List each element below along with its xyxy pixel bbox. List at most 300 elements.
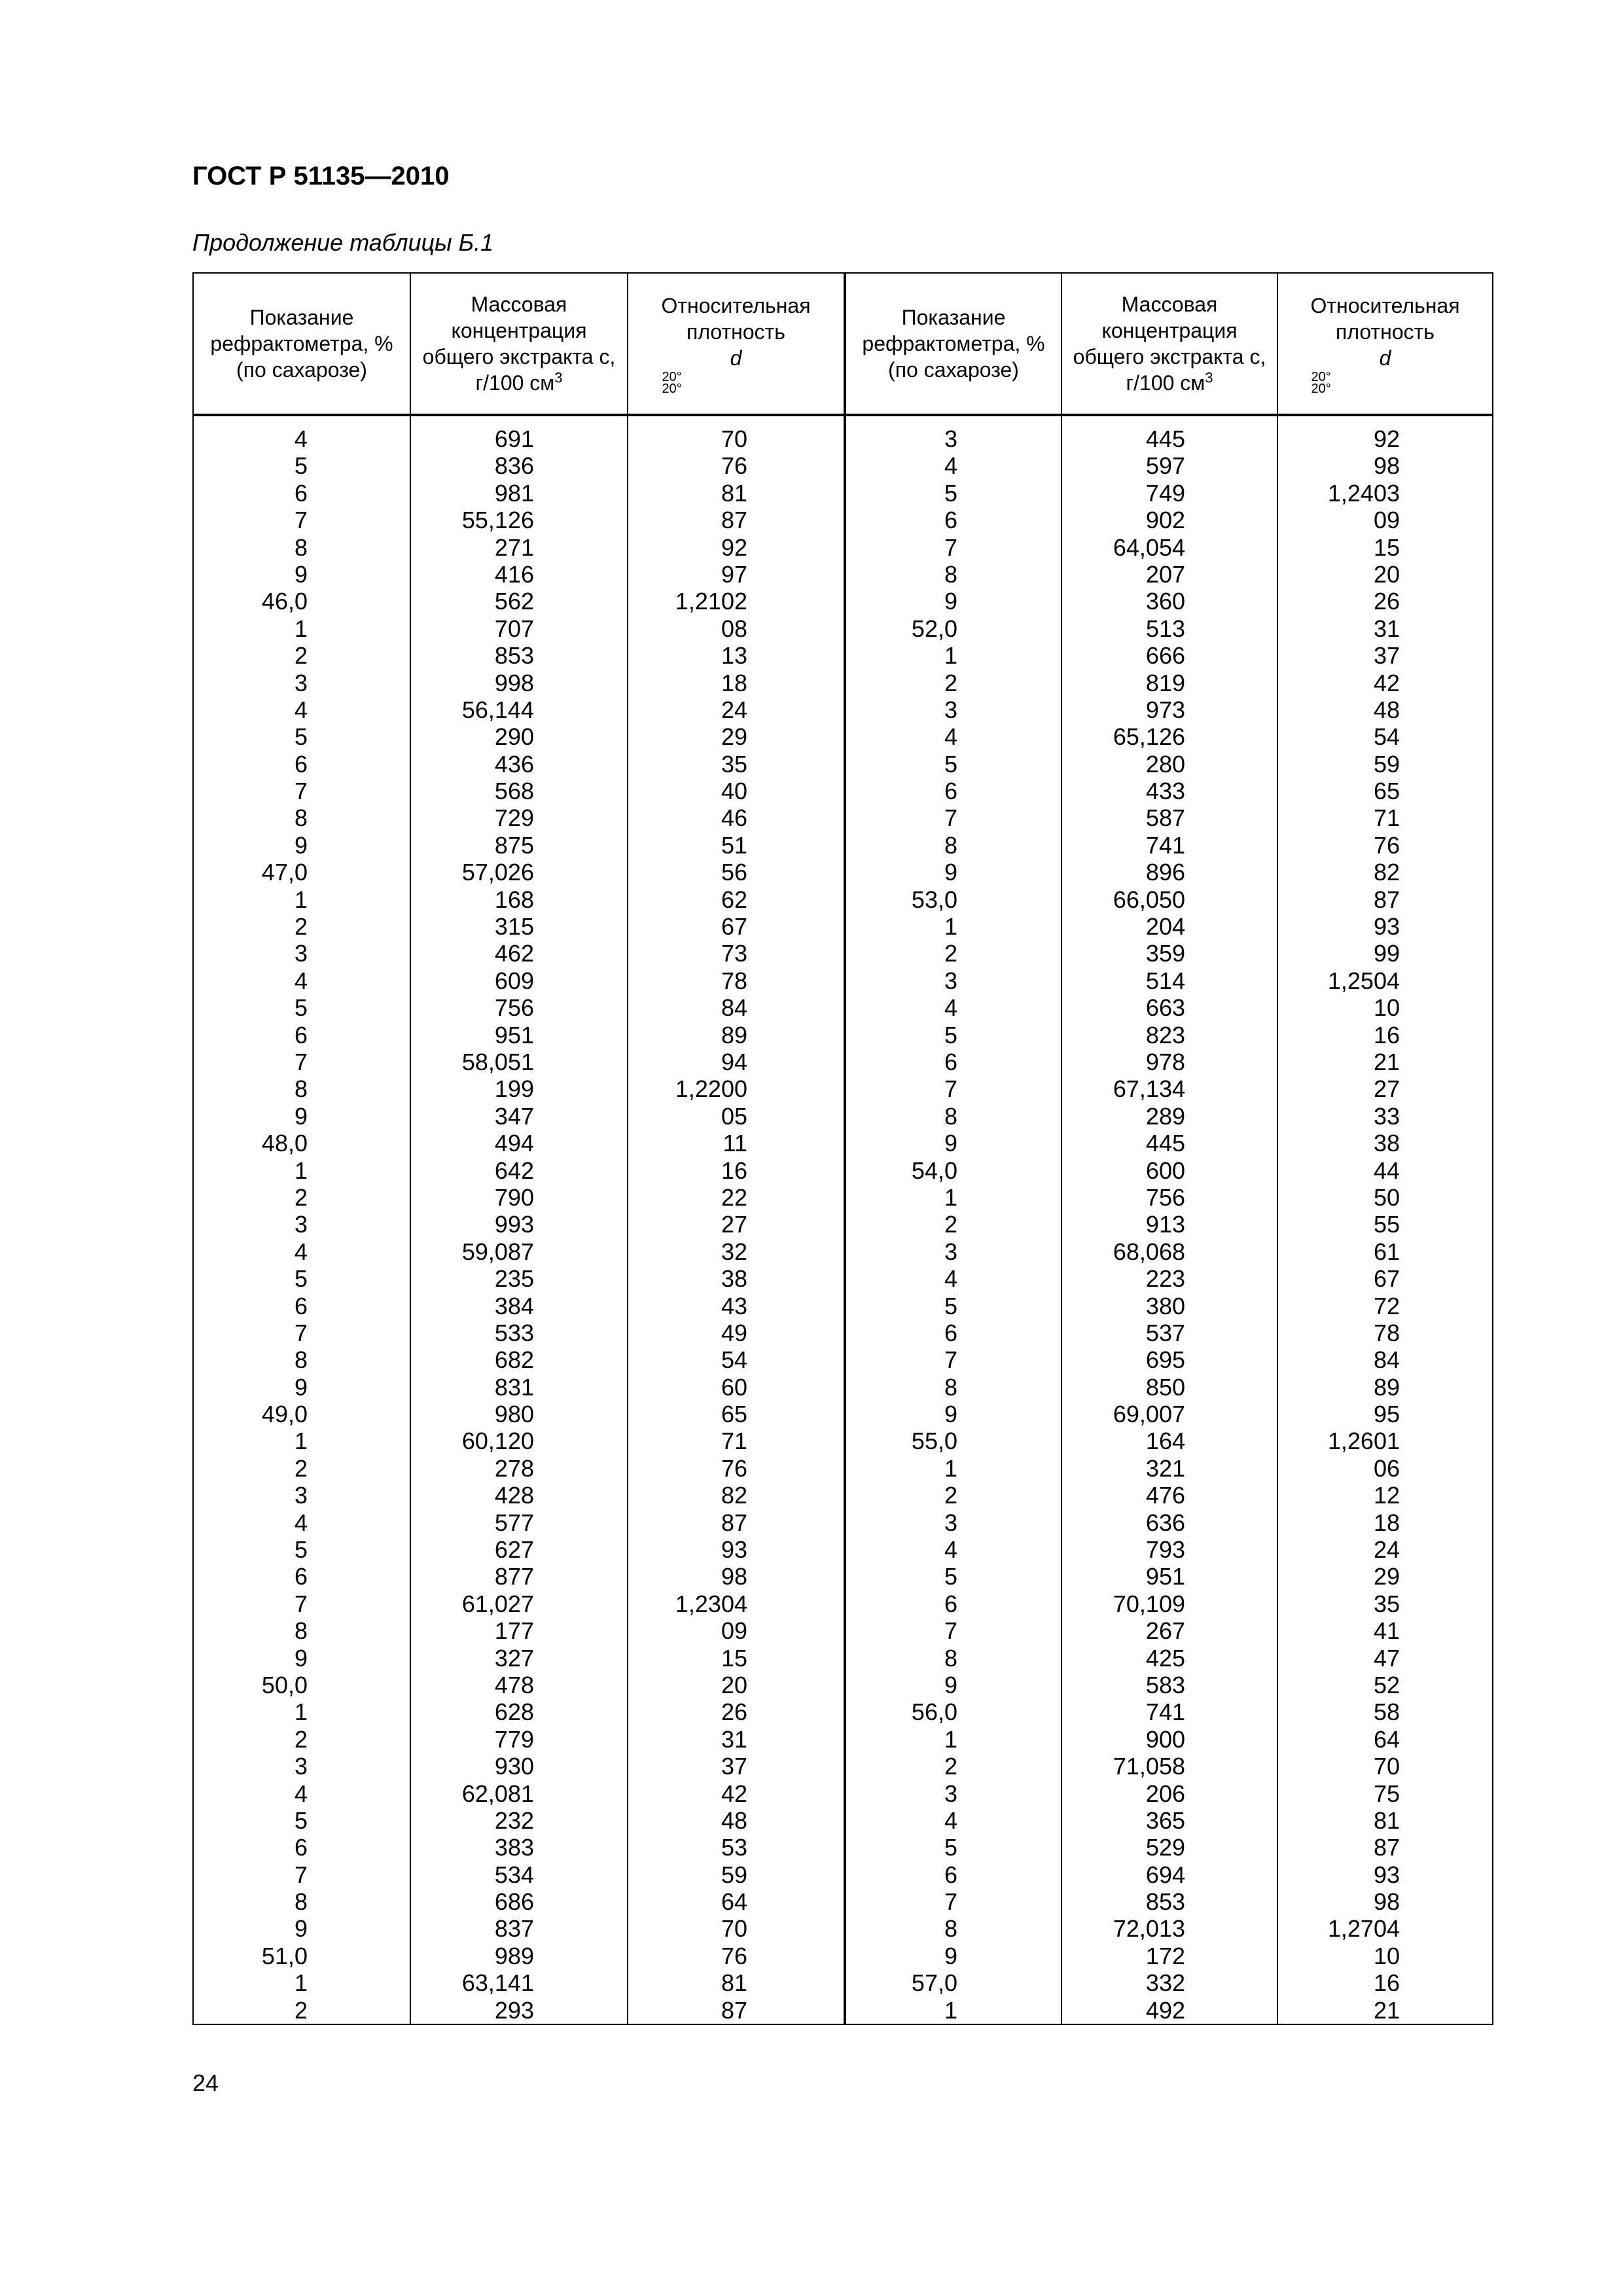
table-cell: 5 [294, 723, 308, 751]
table-cell: 6 [944, 778, 957, 805]
table-cell: 896 [1145, 859, 1185, 886]
table-cell: 7 [944, 1075, 957, 1103]
header-density [628, 274, 844, 414]
table-cell: 5 [944, 1563, 957, 1590]
table-cell: 56,0 [911, 1698, 957, 1726]
table-cell: 65,126 [1113, 723, 1185, 751]
density-symbol-sup: 20° [662, 370, 682, 384]
table-cell: 48 [1373, 696, 1400, 723]
table-cell: 70 [721, 425, 747, 452]
table-cell: 4 [294, 1780, 308, 1807]
header-density-line: Относительная [661, 294, 811, 317]
table-cell: 59,087 [461, 1238, 534, 1265]
table-cell: 09 [1373, 507, 1400, 534]
header-density-line: Относительная [1310, 294, 1460, 317]
table-cell: 666 [1145, 642, 1185, 670]
table-cell: 54 [721, 1346, 747, 1374]
table-cell: 53,0 [911, 886, 957, 913]
table-cell: 980 [494, 1401, 534, 1428]
table-cell: 7 [294, 1590, 308, 1617]
table-cell: 84 [721, 994, 747, 1022]
table-cell: 72 [1373, 1292, 1400, 1319]
table-cell: 24 [1373, 1536, 1400, 1564]
table-cell: 89 [1373, 1373, 1400, 1401]
table-cell: 62,081 [461, 1780, 534, 1807]
table-cell: 793 [1145, 1536, 1185, 1564]
document-code: ГОСТ Р 51135—2010 [192, 162, 450, 190]
table-cell: 416 [494, 560, 534, 588]
table-cell: 3 [294, 1753, 308, 1780]
table-cell: 05 [721, 1102, 747, 1130]
table-cell: 7 [944, 533, 957, 561]
table-cell: 10 [1373, 1942, 1400, 1969]
table-cell: 204 [1145, 913, 1185, 941]
table-cell: 87 [721, 1509, 747, 1536]
table-cell: 06 [1373, 1454, 1400, 1482]
table-cell: 164 [1145, 1427, 1185, 1455]
table-cell: 289 [1145, 1102, 1185, 1130]
table-cell: 877 [494, 1563, 534, 1590]
table-cell: 9 [944, 1401, 957, 1428]
table-cell: 998 [494, 669, 534, 696]
table-cell: 31 [721, 1725, 747, 1753]
table-cell: 2 [294, 1454, 308, 1482]
table-cell: 321 [1145, 1454, 1185, 1482]
table-cell: 70,109 [1113, 1590, 1185, 1617]
table-cell: 1,2601 [1327, 1427, 1400, 1455]
table-cell: 1,2200 [675, 1075, 747, 1103]
header-reading [194, 274, 410, 414]
table-cell: 57,0 [911, 1969, 957, 1997]
table-cell: 6 [944, 1048, 957, 1075]
table-cell: 59 [721, 1861, 747, 1888]
header-concentration-line [1073, 370, 1266, 396]
table-cell: 38 [721, 1265, 747, 1293]
table-cell: 9 [294, 1102, 308, 1130]
table-cell: 16 [1373, 1969, 1400, 1997]
column-reading-right [846, 425, 957, 2024]
table-cell: 853 [1145, 1888, 1185, 1916]
table-cell: 7 [294, 507, 308, 534]
table-cell: 315 [494, 913, 534, 941]
header-separator [194, 414, 1492, 416]
table-cell: 1,2304 [675, 1590, 747, 1617]
table-cell: 55,126 [461, 507, 534, 534]
concentration-unit-exponent: 3 [1205, 369, 1213, 386]
table-cell: 951 [494, 1021, 534, 1049]
table-cell: 2 [294, 1183, 308, 1211]
density-symbol [661, 345, 810, 395]
table-cell: 8 [294, 1346, 308, 1374]
table-cell: 436 [494, 750, 534, 778]
table-cell: 172 [1145, 1942, 1185, 1969]
table-cell: 9 [294, 1644, 308, 1672]
table-cell: 3 [944, 425, 957, 452]
table-cell: 6 [294, 1563, 308, 1590]
table-cell: 332 [1145, 1969, 1185, 1997]
density-symbol-letter: d [1379, 346, 1391, 370]
table-cell: 37 [721, 1753, 747, 1780]
table-cell: 42 [721, 1780, 747, 1807]
table-cell: 56,144 [461, 696, 534, 723]
table-cell: 5 [294, 452, 308, 480]
table-cell: 5 [944, 1021, 957, 1049]
table-cell: 53 [721, 1834, 747, 1861]
table-cell: 8 [294, 533, 308, 561]
table-cell: 50,0 [261, 1671, 308, 1698]
table-cell: 1,2704 [1327, 1915, 1400, 1943]
table-cell: 529 [1145, 1834, 1185, 1861]
table-cell: 8 [944, 1644, 957, 1672]
table-cell: 5 [294, 1536, 308, 1564]
table-cell: 98 [721, 1563, 747, 1590]
table-cell: 75 [1373, 1780, 1400, 1807]
table-cell: 69,007 [1113, 1401, 1185, 1428]
table-cell: 8 [944, 560, 957, 588]
table-cell: 7 [294, 778, 308, 805]
table-cell: 597 [1145, 452, 1185, 480]
table-cell: 93 [721, 1536, 747, 1564]
table-cell: 61 [1373, 1238, 1400, 1265]
table-cell: 89 [721, 1021, 747, 1049]
table-cell: 7 [944, 1888, 957, 1916]
table-cell: 61,027 [461, 1590, 534, 1617]
table-cell: 4 [294, 696, 308, 723]
table-cell: 2 [294, 642, 308, 670]
table-cell: 98 [1373, 1888, 1400, 1916]
header-concentration-line: концентрация [451, 319, 587, 342]
concentration-unit-exponent: 3 [554, 369, 563, 386]
density-symbol [1310, 345, 1459, 395]
table-cell: 609 [494, 967, 534, 994]
table-cell: 347 [494, 1102, 534, 1130]
table-cell: 35 [721, 750, 747, 778]
table-cell: 280 [1145, 750, 1185, 778]
table-cell: 514 [1145, 967, 1185, 994]
table-cell: 756 [494, 994, 534, 1022]
table-cell: 20 [721, 1671, 747, 1698]
table-cell: 278 [494, 1454, 534, 1482]
header-concentration-line: концентрация [1101, 319, 1238, 342]
table-cell: 494 [494, 1130, 534, 1157]
table-cell: 68,068 [1113, 1238, 1185, 1265]
table-cell: 168 [494, 886, 534, 913]
table-cell: 695 [1145, 1346, 1185, 1374]
table-cell: 1,2403 [1327, 479, 1400, 507]
table-cell: 20 [1373, 560, 1400, 588]
header-reading-line: Показание [901, 306, 1006, 329]
table-cell: 71,058 [1113, 1753, 1185, 1780]
table-cell: 756 [1145, 1183, 1185, 1211]
header-reading-line: Показание [249, 306, 354, 329]
table-cell: 7 [944, 1617, 957, 1645]
density-symbol-sub: 20° [1311, 382, 1331, 396]
table-cell: 55,0 [911, 1427, 957, 1455]
table-cell: 6 [294, 750, 308, 778]
table-cell: 1 [944, 1725, 957, 1753]
header-density-line: плотность [687, 320, 785, 344]
table-cell: 951 [1145, 1563, 1185, 1590]
table-cell: 779 [494, 1725, 534, 1753]
table-cell: 1 [944, 1454, 957, 1482]
table-cell: 267 [1145, 1617, 1185, 1645]
table-cell: 71 [1373, 804, 1400, 832]
table-cell: 64 [721, 1888, 747, 1916]
table-cell: 853 [494, 642, 534, 670]
table-cell: 76 [1373, 831, 1400, 859]
table-cell: 327 [494, 1644, 534, 1672]
table-cell: 4 [294, 967, 308, 994]
table-cell: 663 [1145, 994, 1185, 1022]
table-cell: 9 [294, 1915, 308, 1943]
table-cell: 819 [1145, 669, 1185, 696]
table-cell: 46 [721, 804, 747, 832]
table-cell: 27 [721, 1211, 747, 1238]
header-concentration-line: Массовая [1121, 293, 1218, 316]
table-cell: 2 [944, 1211, 957, 1238]
table-cell: 67 [721, 913, 747, 941]
table-cell: 47 [1373, 1644, 1400, 1672]
table-cell: 4 [944, 452, 957, 480]
table-cell: 365 [1145, 1806, 1185, 1834]
table-cell: 7 [294, 1861, 308, 1888]
table-cell: 478 [494, 1671, 534, 1698]
header-concentration-line [423, 370, 616, 396]
table-cell: 81 [721, 1969, 747, 1997]
table-cell: 850 [1145, 1373, 1185, 1401]
table-cell: 5 [944, 1292, 957, 1319]
header-reading-line: рефрактометра, % [862, 332, 1045, 355]
table-cell: 64 [1373, 1725, 1400, 1753]
table-cell: 8 [294, 1075, 308, 1103]
table-cell: 3 [294, 669, 308, 696]
table-cell: 1 [944, 642, 957, 670]
table-cell: 47,0 [261, 859, 308, 886]
header-concentration-line: общего экстракта с, [1073, 345, 1266, 368]
table-cell: 70 [721, 1915, 747, 1943]
table-cell: 1 [294, 1969, 308, 1997]
table-cell: 9 [294, 831, 308, 859]
table-cell: 82 [1373, 859, 1400, 886]
concentration-unit: г/100 см [1126, 371, 1205, 395]
table-cell: 8 [944, 1373, 957, 1401]
table-cell: 3 [294, 1211, 308, 1238]
table-cell: 26 [721, 1698, 747, 1726]
table-cell: 11 [722, 1130, 747, 1157]
table-cell: 09 [721, 1617, 747, 1645]
table-cell: 52,0 [911, 615, 957, 642]
header-concentration [411, 274, 627, 414]
table-cell: 49,0 [261, 1401, 308, 1428]
table-cell: 9 [944, 1942, 957, 1969]
table-cell: 51,0 [261, 1942, 308, 1969]
table-cell: 628 [494, 1698, 534, 1726]
table-cell: 97 [721, 560, 747, 588]
table-cell: 973 [1145, 696, 1185, 723]
table-cell: 3 [944, 967, 957, 994]
table-cell: 978 [1145, 1048, 1185, 1075]
table-cell: 87 [721, 507, 747, 534]
table-cell: 6 [294, 1834, 308, 1861]
data-table [192, 272, 1493, 2025]
table-cell: 4 [944, 1265, 957, 1293]
table-cell: 67,134 [1113, 1075, 1185, 1103]
table-cell: 16 [721, 1157, 747, 1184]
table-cell: 43 [721, 1292, 747, 1319]
table-cell: 1 [294, 1698, 308, 1726]
column-density-left [628, 425, 747, 2024]
header-reading-line: (по сахарозе) [888, 358, 1019, 382]
table-cell: 26 [1373, 588, 1400, 615]
table-cell: 4 [294, 1509, 308, 1536]
table-cell: 78 [1373, 1319, 1400, 1346]
table-cell: 836 [494, 452, 534, 480]
table-cell: 1,2504 [1327, 967, 1400, 994]
header-density [1278, 274, 1492, 414]
table-cell: 199 [494, 1075, 534, 1103]
table-cell: 384 [494, 1292, 534, 1319]
table-cell: 8 [294, 1888, 308, 1916]
table-cell: 93 [1373, 913, 1400, 941]
table-cell: 235 [494, 1265, 534, 1293]
table-cell: 32 [721, 1238, 747, 1265]
table-caption: Продолжение таблицы Б.1 [192, 229, 494, 256]
table-cell: 729 [494, 804, 534, 832]
table-cell: 3 [294, 1482, 308, 1509]
table-cell: 900 [1145, 1725, 1185, 1753]
table-cell: 902 [1145, 507, 1185, 534]
header-concentration-line: Массовая [471, 293, 567, 316]
table-cell: 6 [944, 1861, 957, 1888]
table-cell: 1 [294, 886, 308, 913]
table-cell: 359 [1145, 940, 1185, 967]
table-cell: 383 [494, 1834, 534, 1861]
header-reading [846, 274, 1061, 414]
table-cell: 4 [294, 425, 308, 452]
table-cell: 31 [1373, 615, 1400, 642]
table-cell: 433 [1145, 778, 1185, 805]
table-cell: 82 [721, 1482, 747, 1509]
table-cell: 46,0 [261, 588, 308, 615]
table-cell: 462 [494, 940, 534, 967]
table-cell: 70 [1373, 1753, 1400, 1780]
table-cell: 5 [294, 994, 308, 1022]
table-cell: 6 [944, 507, 957, 534]
table-cell: 741 [1145, 831, 1185, 859]
table-cell: 1 [294, 1157, 308, 1184]
table-cell: 913 [1145, 1211, 1185, 1238]
table-cell: 562 [494, 588, 534, 615]
table-cell: 42 [1373, 669, 1400, 696]
table-cell: 2 [294, 1996, 308, 2024]
table-cell: 87 [1373, 1834, 1400, 1861]
table-cell: 6 [944, 1319, 957, 1346]
table-cell: 48,0 [261, 1130, 308, 1157]
table-cell: 380 [1145, 1292, 1185, 1319]
table-cell: 2 [944, 1753, 957, 1780]
table-cell: 9 [944, 1130, 957, 1157]
table-cell: 691 [494, 425, 534, 452]
table-cell: 290 [494, 723, 534, 751]
table-cell: 930 [494, 1753, 534, 1780]
column-concentration-left [411, 425, 534, 2024]
table-cell: 989 [494, 1942, 534, 1969]
table-cell: 84 [1373, 1346, 1400, 1374]
table-cell: 682 [494, 1346, 534, 1374]
table-cell: 4 [294, 1238, 308, 1265]
table-cell: 428 [494, 1482, 534, 1509]
table-cell: 92 [721, 533, 747, 561]
table-cell: 9 [944, 1671, 957, 1698]
table-cell: 78 [721, 967, 747, 994]
table-cell: 5 [294, 1806, 308, 1834]
table-cell: 59 [1373, 750, 1400, 778]
page-number: 24 [192, 2070, 219, 2096]
table-cell: 5 [944, 479, 957, 507]
table-cell: 54 [1373, 723, 1400, 751]
table-cell: 993 [494, 1211, 534, 1238]
table-cell: 52 [1373, 1671, 1400, 1698]
table-cell: 76 [721, 1942, 747, 1969]
table-cell: 7 [294, 1048, 308, 1075]
table-cell: 62 [721, 886, 747, 913]
table-cell: 10 [1373, 994, 1400, 1022]
table-cell: 22 [721, 1183, 747, 1211]
table-cell: 206 [1145, 1780, 1185, 1807]
table-cell: 223 [1145, 1265, 1185, 1293]
density-symbol-sup: 20° [1311, 370, 1331, 384]
table-cell: 8 [294, 1617, 308, 1645]
table-cell: 35 [1373, 1590, 1400, 1617]
table-cell: 8 [944, 1915, 957, 1943]
table-cell: 2 [294, 913, 308, 941]
table-cell: 636 [1145, 1509, 1185, 1536]
table-cell: 44 [1373, 1157, 1400, 1184]
table-cell: 18 [721, 669, 747, 696]
table-cell: 71 [721, 1427, 747, 1455]
table-cell: 492 [1145, 1996, 1185, 2024]
table-cell: 1,2102 [675, 588, 747, 615]
table-cell: 51 [721, 831, 747, 859]
table-cell: 81 [721, 479, 747, 507]
table-cell: 08 [721, 615, 747, 642]
table-cell: 627 [494, 1536, 534, 1564]
table-cell: 9 [944, 859, 957, 886]
table-cell: 8 [944, 831, 957, 859]
table-cell: 3 [944, 696, 957, 723]
table-cell: 583 [1145, 1671, 1185, 1698]
table-cell: 87 [721, 1996, 747, 2024]
table-cell: 24 [721, 696, 747, 723]
table-cell: 9 [294, 560, 308, 588]
table-cell: 4 [944, 723, 957, 751]
table-cell: 63,141 [461, 1969, 534, 1997]
table-cell: 76 [721, 452, 747, 480]
table-cell: 9 [944, 588, 957, 615]
table-cell: 749 [1145, 479, 1185, 507]
table-cell: 65 [721, 1401, 747, 1428]
table-cell: 2 [944, 940, 957, 967]
table-cell: 7 [294, 1319, 308, 1346]
table-cell: 513 [1145, 615, 1185, 642]
table-cell: 2 [944, 669, 957, 696]
table-cell: 87 [1373, 886, 1400, 913]
table-cell: 58,051 [461, 1048, 534, 1075]
table-cell: 177 [494, 1617, 534, 1645]
table-cell: 1 [944, 1183, 957, 1211]
table-cell: 66,050 [1113, 886, 1185, 913]
table-cell: 12 [1373, 1482, 1400, 1509]
